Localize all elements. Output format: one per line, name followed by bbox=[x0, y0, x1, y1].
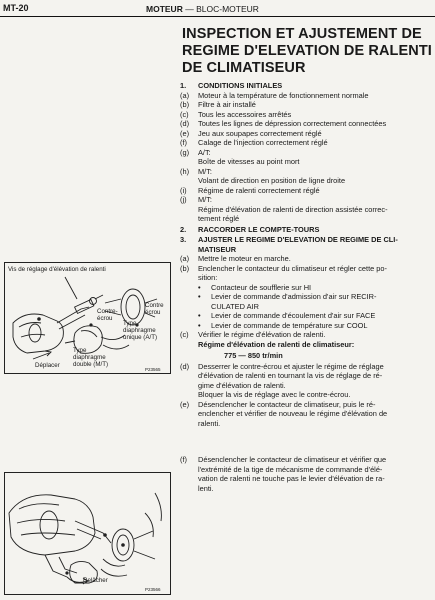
bullet-item: • Contacteur de soufflerie sur HI bbox=[198, 282, 312, 292]
list-item: (b) Enclencher le contacteur du climatiseur et régler cette po- bbox=[180, 263, 387, 273]
list-item: (f) Calage de l'injection correctement réglé bbox=[180, 138, 328, 147]
step-3-heading: 3. AJUSTER LE REGIME D'ELEVATION DE REGIME DE CLI- bbox=[180, 235, 398, 244]
list-item: (f) Désenclencher le contacteur de climatiseur et vérifier que bbox=[180, 455, 387, 464]
list-item: (d) Desserrer le contre-écrou et ajuster le régime de réglage bbox=[180, 361, 384, 371]
list-item: (c) Tous les accessoires arrêtés bbox=[180, 109, 292, 119]
list-item: (g) A/T: bbox=[180, 147, 211, 157]
list-item: (e) Désenclencher le contacteur de climatiseur, puis le ré- bbox=[180, 399, 376, 409]
label-move: Déplacer bbox=[35, 362, 60, 369]
section-header: MOTEUR — BLOC-MOTEUR bbox=[146, 4, 259, 14]
label-release: Relâcher bbox=[83, 577, 108, 584]
label-single-diaphragm: Type diaphragme unique (A/T) bbox=[123, 320, 158, 341]
section-name: MOTEUR bbox=[146, 4, 183, 14]
list-item: (a) Mettre le moteur en marche. bbox=[180, 254, 291, 263]
spec-value: 775 — 850 tr/min bbox=[224, 351, 283, 360]
list-item: (a) Moteur à la température de fonctionnement normale bbox=[180, 90, 369, 100]
ac-settings-list bbox=[180, 283, 432, 331]
list-item: (j) M/T: bbox=[180, 195, 212, 204]
list-item: (h) M/T: bbox=[180, 166, 212, 176]
figure-idle-adjust bbox=[4, 262, 171, 374]
list-item: (d) Toutes les lignes de dépression correctement connectées bbox=[180, 119, 387, 128]
procedure-text: 1. CONDITIONS INITIALES (a) Moteur à la température de fonctionnement normale (b) Filtre à air installé (c) Tous les accessoires arrêtés (d) Toutes les lignes de dépression correctement connectées (e) Jeu aux soupapes correctement réglé (f) Calage de l'injection correctement réglé (g) A/T: Boîte de vitesses au point mort (h) M/T: Volant de direction en position de ligne droite (i) Régime de ralenti correctement réglé (j) M/T: Régime d'élévation de ralenti de direction assistée correc- tement réglé 2. RACCORDER LE COMPTE-TOURS 3. AJUSTER LE REGIME D'ELEVATION DE REGIME DE CLI- MATISEUR (a) Mettre le moteur en marche. (b) Enclencher le contacteur du climatiseur et régler cette po- sition: • Contacteur de soufflerie sur HI • Levier de commande d'admission d'air sur RECIR- CULATED AIR • Levier de commande d'écoulement d'air sur FACE • Levier de commande de température sur COOL (c) Vérifier le régime d'élévation de ralenti. Régime d'élévation de ralenti de climatiseur: 775 — 850 tr/min (d) Desserrer le contre-écrou et ajuster le régime de réglage d'élévation de ralenti en tournant la vis de réglage de ré- gime d'élévation de ralenti. Bloquer la vis de réglage avec le contre-écrou. (e) Désenclencher le contacteur de climatiseur, puis le ré- enclencher et vérifier de nouveau le régime d'élévation de ralenti. (f) Désenclencher le contacteur de climatiseur et vérifier que l'extrémité de la tige de mécanisme de commande d'élé- vation de ralenti ne touche pas le levier d'élévation de ra- lenti. bbox=[180, 81, 432, 493]
figure-release-check bbox=[4, 472, 171, 595]
list-item: (i) Régime de ralenti correctement réglé bbox=[180, 185, 320, 195]
bullet-item: • Levier de commande de température sur COOL bbox=[198, 320, 368, 330]
list-item: (e) Jeu aux soupapes correctement réglé bbox=[180, 128, 322, 138]
label-double-diaphragm: Type diaphragme double (M/T) bbox=[73, 347, 109, 368]
subsection-name: BLOC-MOTEUR bbox=[196, 4, 259, 14]
list-item: (c) Vérifier le régime d'élévation de ralenti. bbox=[180, 330, 326, 339]
initial-conditions-list bbox=[180, 91, 432, 148]
bullet-item: CULATED AIR bbox=[211, 301, 259, 311]
bullet-item: • Levier de commande d'admission d'air sur RECIR- bbox=[198, 292, 377, 301]
spec-label: Régime d'élévation de ralenti de climatiseur: bbox=[198, 339, 355, 349]
label-locknut-a: Contre- écrou bbox=[97, 308, 118, 322]
bullet-item: • Levier de commande d'écoulement d'air sur FACE bbox=[198, 311, 376, 320]
label-locknut-b: Contre écrou bbox=[145, 302, 164, 316]
figure-code: P23566 bbox=[145, 587, 161, 592]
list-item: (b) Filtre à air installé bbox=[180, 100, 256, 109]
step-1-heading: 1. CONDITIONS INITIALES bbox=[180, 81, 283, 90]
page-title: INSPECTION ET AJUSTEMENT DE REGIME D'ELEVATION DE RALENTI DE CLIMATISEUR bbox=[182, 26, 432, 76]
step-2-heading: 2. RACCORDER LE COMPTE-TOURS bbox=[180, 224, 320, 234]
label-adjust-screw: Vis de réglage d'élévation de ralenti bbox=[8, 266, 106, 273]
header-rule bbox=[0, 16, 435, 17]
page-id: MT-20 bbox=[3, 3, 29, 13]
figure-code: P23565 bbox=[145, 367, 161, 372]
